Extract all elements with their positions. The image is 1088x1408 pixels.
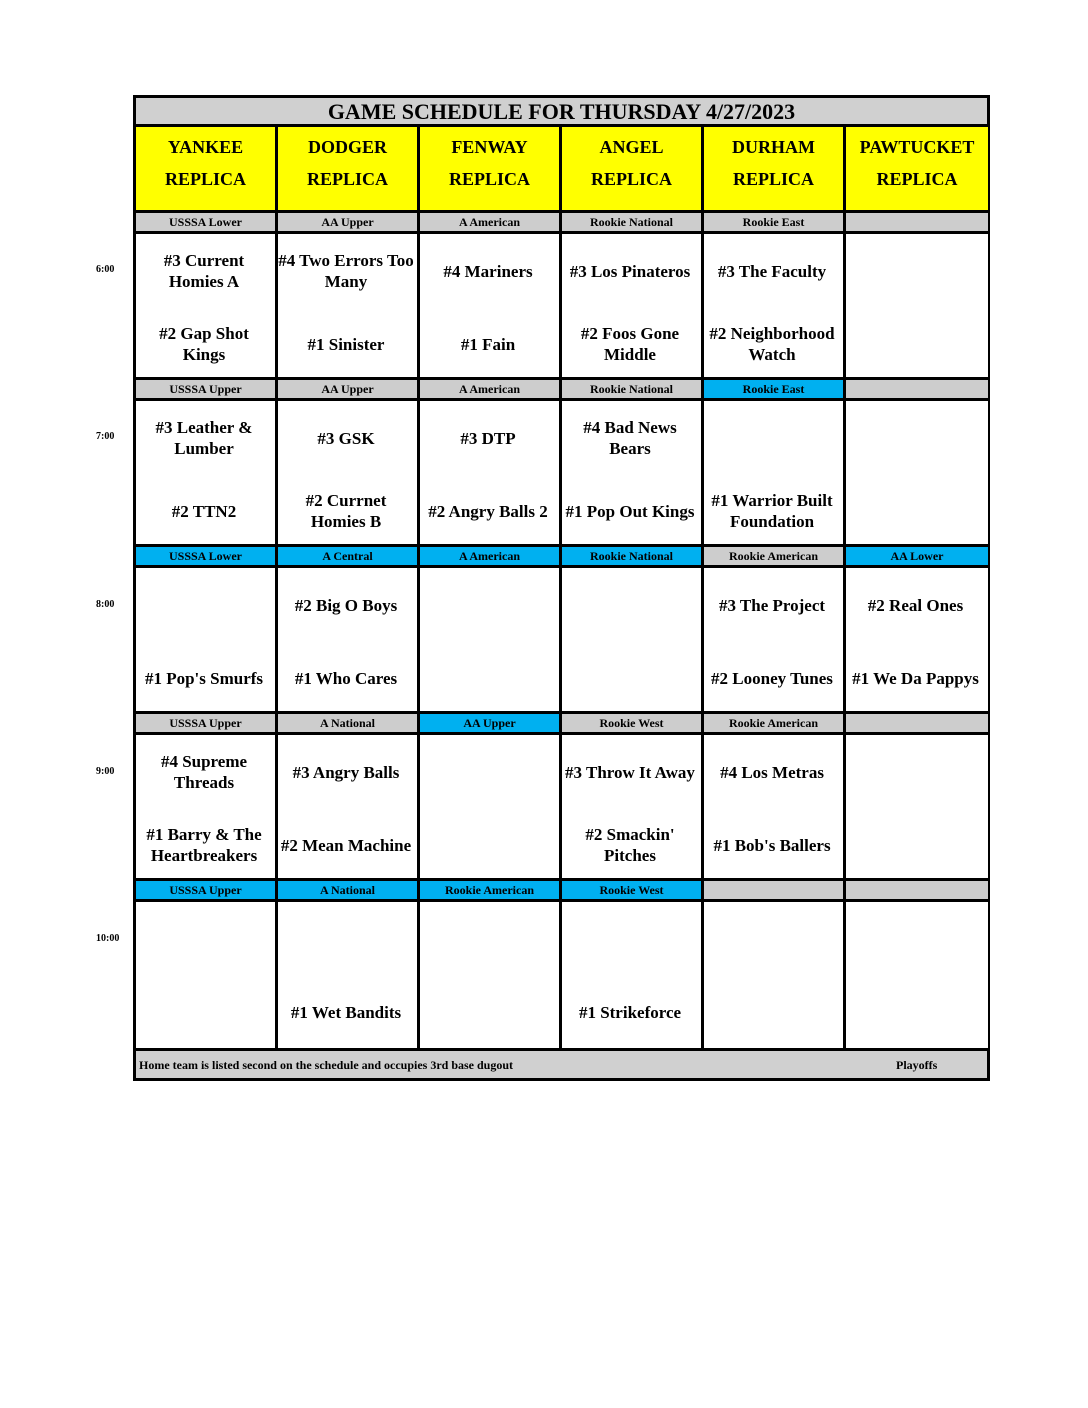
division-label: USSSA Upper bbox=[136, 714, 278, 735]
away-team: #4 Mariners bbox=[443, 261, 533, 281]
home-team bbox=[136, 982, 272, 1042]
division-label: Rookie National bbox=[562, 213, 704, 234]
field-name: ANGEL bbox=[599, 137, 664, 157]
field-name: DODGER bbox=[307, 137, 387, 157]
home-team: #1 Wet Bandits bbox=[290, 1002, 402, 1022]
division-label: Rookie West bbox=[562, 881, 704, 902]
home-team: #2 TTN2 bbox=[171, 501, 237, 521]
away-team: #4 Bad News Bears bbox=[583, 418, 677, 458]
away-team bbox=[704, 408, 840, 468]
division-label bbox=[846, 714, 988, 735]
away-team bbox=[278, 909, 414, 969]
division-label: USSSA Lower bbox=[136, 547, 278, 568]
game-cell bbox=[136, 401, 278, 547]
game-cell bbox=[846, 902, 988, 1048]
division-label bbox=[846, 380, 988, 401]
home-team: #2 Angry Balls 2 bbox=[428, 501, 548, 521]
field-name: FENWAY bbox=[451, 137, 528, 157]
away-team bbox=[846, 909, 985, 969]
field-header bbox=[136, 127, 278, 213]
away-team: #2 Real Ones bbox=[867, 595, 964, 615]
away-team bbox=[846, 408, 985, 468]
division-label: Rookie National bbox=[562, 380, 704, 401]
game-cell bbox=[846, 735, 988, 881]
game-cell bbox=[420, 568, 562, 714]
away-team bbox=[562, 909, 698, 969]
division-label: Rookie American bbox=[704, 547, 846, 568]
home-team bbox=[420, 648, 556, 708]
field-subtitle: REPLICA bbox=[448, 169, 530, 189]
away-team bbox=[136, 909, 272, 969]
home-team: #2 Foos Gone Middle bbox=[580, 324, 680, 364]
division-label: Rookie American bbox=[420, 881, 562, 902]
home-team: #1 Fain bbox=[460, 334, 516, 354]
game-cell bbox=[704, 902, 846, 1048]
division-label bbox=[846, 213, 988, 234]
home-team: #1 Bob's Ballers bbox=[713, 835, 831, 855]
division-label: A American bbox=[420, 547, 562, 568]
game-cell bbox=[562, 234, 704, 380]
game-cell bbox=[420, 234, 562, 380]
division-label: AA Lower bbox=[846, 547, 988, 568]
home-team: #1 Who Cares bbox=[294, 668, 398, 688]
game-cell bbox=[278, 735, 420, 881]
away-team: #3 DTP bbox=[460, 428, 516, 448]
away-team: #3 Throw It Away bbox=[565, 762, 695, 782]
away-team bbox=[846, 742, 985, 802]
away-team: #4 Supreme Threads bbox=[160, 752, 248, 792]
field-subtitle: REPLICA bbox=[732, 169, 814, 189]
field-header bbox=[420, 127, 562, 213]
time-label-7: 7:00 bbox=[96, 431, 115, 442]
home-team: #2 Looney Tunes bbox=[711, 668, 833, 688]
field-subtitle: REPLICA bbox=[306, 169, 388, 189]
home-team: #2 Gap Shot Kings bbox=[159, 324, 249, 364]
game-cell bbox=[420, 902, 562, 1048]
game-cell bbox=[704, 401, 846, 547]
field-header bbox=[562, 127, 704, 213]
away-team: #4 Los Metras bbox=[720, 762, 824, 782]
away-team: #4 Two Errors Too Many bbox=[278, 251, 414, 291]
home-team bbox=[846, 314, 985, 374]
away-team: #3 Los Pinateros bbox=[569, 261, 691, 281]
division-label: Rookie West bbox=[562, 714, 704, 735]
home-team bbox=[846, 982, 985, 1042]
game-cell bbox=[704, 735, 846, 881]
division-label: Rookie American bbox=[704, 714, 846, 735]
schedule-table bbox=[133, 95, 990, 1081]
game-cell bbox=[846, 568, 988, 714]
home-team: #1 Pop Out Kings bbox=[565, 501, 695, 521]
field-header bbox=[278, 127, 420, 213]
away-team: #3 Current Homies A bbox=[163, 251, 245, 291]
away-team: #3 Angry Balls bbox=[292, 762, 400, 782]
away-team: #3 The Project bbox=[718, 595, 826, 615]
field-name: DURHAM bbox=[732, 137, 815, 157]
home-team: #1 Barry & The Heartbreakers bbox=[146, 825, 262, 865]
division-label: USSSA Upper bbox=[136, 881, 278, 902]
field-name: PAWTUCKET bbox=[859, 137, 975, 157]
game-cell bbox=[562, 902, 704, 1048]
away-team: #3 GSK bbox=[317, 428, 375, 448]
home-team: #1 Strikeforce bbox=[578, 1002, 682, 1022]
game-cell bbox=[562, 401, 704, 547]
away-team bbox=[562, 575, 698, 635]
division-label: AA Upper bbox=[278, 213, 420, 234]
division-label: AA Upper bbox=[278, 380, 420, 401]
game-cell bbox=[846, 234, 988, 380]
home-team: #1 Warrior Built Foundation bbox=[711, 491, 833, 531]
time-label-10: 10:00 bbox=[96, 933, 120, 944]
game-cell bbox=[846, 401, 988, 547]
game-cell bbox=[278, 902, 420, 1048]
field-subtitle: REPLICA bbox=[164, 169, 246, 189]
game-cell bbox=[278, 568, 420, 714]
home-team: #2 Currnet Homies B bbox=[305, 491, 387, 531]
division-label: A American bbox=[420, 380, 562, 401]
field-subtitle: REPLICA bbox=[590, 169, 672, 189]
home-team: #1 We Da Pappys bbox=[852, 668, 979, 688]
away-team bbox=[420, 575, 556, 635]
schedule-footer bbox=[136, 1048, 987, 1078]
division-label bbox=[846, 881, 988, 902]
away-team bbox=[704, 909, 840, 969]
division-label: Rookie East bbox=[704, 380, 846, 401]
game-cell bbox=[136, 902, 278, 1048]
away-team bbox=[846, 241, 985, 301]
division-label: A National bbox=[278, 714, 420, 735]
game-cell bbox=[136, 234, 278, 380]
schedule-title: GAME SCHEDULE FOR THURSDAY 4/27/2023 bbox=[136, 98, 987, 127]
division-label: A American bbox=[420, 213, 562, 234]
home-team-note: Home team is listed second on the schedule and occupies 3rd base dugout bbox=[139, 1058, 514, 1072]
home-team bbox=[846, 481, 985, 541]
away-team bbox=[136, 575, 272, 635]
game-cell bbox=[704, 568, 846, 714]
division-label: Rookie East bbox=[704, 213, 846, 234]
away-team: #2 Big O Boys bbox=[294, 595, 398, 615]
game-cell bbox=[420, 735, 562, 881]
playoffs-label: Playoffs bbox=[896, 1058, 938, 1072]
time-label-8: 8:00 bbox=[96, 599, 115, 610]
away-team bbox=[420, 909, 556, 969]
division-label: Rookie National bbox=[562, 547, 704, 568]
field-header bbox=[704, 127, 846, 213]
game-cell bbox=[136, 735, 278, 881]
game-cell bbox=[278, 234, 420, 380]
game-cell bbox=[136, 568, 278, 714]
home-team: #1 Pop's Smurfs bbox=[144, 668, 264, 688]
home-team: #2 Smackin' Pitches bbox=[585, 825, 675, 865]
field-name: YANKEE bbox=[167, 137, 244, 157]
game-cell bbox=[420, 401, 562, 547]
home-team bbox=[562, 648, 698, 708]
away-team bbox=[420, 742, 556, 802]
home-team: #1 Sinister bbox=[307, 334, 385, 354]
game-cell bbox=[278, 401, 420, 547]
away-team: #3 The Faculty bbox=[717, 261, 827, 281]
time-label-6: 6:00 bbox=[96, 264, 115, 275]
time-label-9: 9:00 bbox=[96, 766, 115, 777]
game-cell bbox=[562, 735, 704, 881]
division-label: USSSA Lower bbox=[136, 213, 278, 234]
division-label: USSSA Upper bbox=[136, 380, 278, 401]
division-label: A Central bbox=[278, 547, 420, 568]
division-label: A National bbox=[278, 881, 420, 902]
game-cell bbox=[562, 568, 704, 714]
away-team: #3 Leather & Lumber bbox=[155, 418, 253, 458]
home-team: #2 Neighborhood Watch bbox=[709, 324, 835, 364]
field-header bbox=[846, 127, 988, 213]
home-team: #2 Mean Machine bbox=[280, 835, 412, 855]
division-label bbox=[704, 881, 846, 902]
game-cell bbox=[704, 234, 846, 380]
field-subtitle: REPLICA bbox=[876, 169, 958, 189]
home-team bbox=[704, 982, 840, 1042]
home-team bbox=[420, 815, 556, 875]
home-team bbox=[420, 982, 556, 1042]
home-team bbox=[846, 815, 985, 875]
division-label: AA Upper bbox=[420, 714, 562, 735]
